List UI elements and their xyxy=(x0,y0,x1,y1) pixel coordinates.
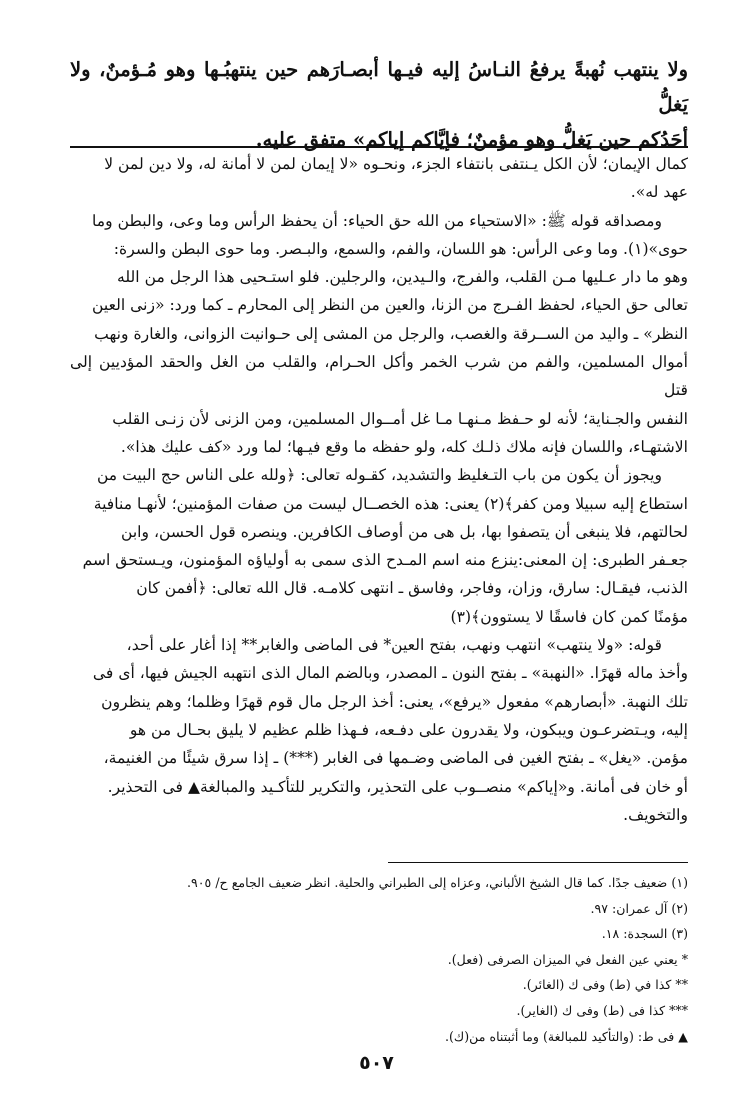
footnote: (٣) السجدة: ١٨. xyxy=(601,926,688,942)
footnote: ** كذا في (ط) وفى ك (الغائر). xyxy=(522,977,688,993)
footnote: * يعني عين الفعل في الميزان الصرفى (فعل). xyxy=(447,951,688,967)
commentary-line: كمال الإيمان؛ لأن الكل يـنتفى بانتفاء الجزء، ونحـوه «لا إيمان لمن لا أمانة له، ولا دين لمن لا xyxy=(104,155,688,173)
commentary-line: مؤمنًا كمن كان فاسقًا لا يستوون﴾(٣) xyxy=(450,607,688,626)
hadith-line: ولا ينتهب نُهبةً يرفعُ النـاسُ إليه فيـها أبصـارَهم حين ينتهبُـها وهو مُـؤمنٌ، ولا يَغلُّ xyxy=(70,58,688,116)
commentary-line: النظر» ـ واليد من الســرقة والغصب، والرجل من المشى إلى حـوانيت الزوانى، والغارة ونهب xyxy=(94,324,688,343)
footnote: ▲ فى ط: (والتأكيد للمبالغة) وما أثبتناه من(ك). xyxy=(444,1028,688,1044)
commentary-line: وهو ما دار عـليها مـن القلب، والفرج، والـيدين، والرجلين. فلو استـحيى هذا الرجل من الله xyxy=(117,268,688,287)
footnote: (٢) آل عمران: ٩٧. xyxy=(590,900,688,916)
commentary-line: أموال المسلمين، والفم من شرب الخمر وأكل الحـرام، والقلب من الغل والحقد المؤديين إلى قتل xyxy=(70,353,688,400)
commentary-line: ومصداقه قوله ﷺ: «الاستحياء من الله حق الحياء: أن يحفظ الرأس وما وعى، والبطن وما xyxy=(92,211,662,230)
commentary-line: إليه، ويـتضرعـون ويبكون، ولا يقدرون على دفـعه، فـهذا ظلم عظيم لا يليق بحـال من هو xyxy=(129,720,688,739)
commentary-line: أو خان فى أمانة. و«إياكم» منصــوب على التحذير، والتكرير للتأكـيد والمبالغة▲ فى التحذير. xyxy=(107,777,688,796)
section-divider xyxy=(70,146,688,148)
commentary-line: عهد له». xyxy=(630,183,688,202)
commentary-line: جعـفر الطبرى: إن المعنى:ينزع منه اسم المـدح الذى سمى به أولياؤه المؤمنون، ويـستحق اسم xyxy=(82,551,688,570)
commentary-line: تلك النهبة. «أبصارهم» مفعول «يرفع»، يعنى: أخذ الرجل مال قوم قهرًا وظلما؛ وهم ينظرون xyxy=(101,692,688,711)
footnotes xyxy=(70,870,688,1049)
hadith-line: أحَدُكم حين يَغلُّ وهو مؤمنٌ؛ فإيَّاكم إياكم» متفق عليه. xyxy=(255,128,688,151)
commentary-line: استطاع إليه سبيلا ومن كفر﴾(٢) يعنى: هذه الخصــال ليست من صفات المؤمنين؛ لأنهـا منافية xyxy=(93,494,688,513)
commentary-line: لحالتهم، فلا ينبغى أن يتصفوا بها، بل هى من أوصاف الكافرين. وينصره قول الحسن، وابن xyxy=(120,522,688,541)
footnote: *** كذا فى (ط) وفى ك (الغاير). xyxy=(516,1002,688,1018)
commentary-line: تعالى حق الحياء، لحفظ الفـرج من الزنا، والعين من النظر إلى المحارم ـ كما ورد: «زنى العين xyxy=(92,296,688,315)
commentary-line: ويجوز أن يكون من باب التـغليظ والتشديد، كقـوله تعالى: ﴿ولله على الناس حج البيت من xyxy=(96,466,662,485)
commentary-line: النفس والجـناية؛ لأنه لو حـفظ مـنهـا مـا غل أمــوال المسلمين، ومن الزنى لأن زنـى القلب xyxy=(112,409,688,428)
commentary-line: الاشتهـاء، واللسان فإنه ملاك ذلـك كله، ولو حفظه ما وقع فيـها؛ لما ورد «كف عليك هذا». xyxy=(120,437,688,456)
commentary-line: الذنب، فيقـال: سارق، وزان، وفاجر، وفاسق ـ انتهى كلامـه. قال الله تعالى: ﴿أفمن كان xyxy=(136,579,688,598)
commentary-line: حوى»(١). وما وعى الرأس: هو اللسان، والفم، والسمع، والبـصر. وما حوى البطن والسرة: xyxy=(113,239,688,258)
commentary-line: وأخذ ماله قهرًا. «النهبة» ـ بفتح النون ـ المصدر، وبالضم المال الذى انتهبه الجيش فيها، أى فى xyxy=(92,664,688,683)
hadith-text xyxy=(70,52,688,157)
commentary-text xyxy=(70,150,688,829)
footnote: (١) ضعيف جدًا. كما قال الشيخ الألباني، وعزاه إلى الطبراني والحلية. انظر ضعيف الجامع ح/ ٩٠٥. xyxy=(187,875,688,890)
footnote-divider xyxy=(388,862,688,863)
commentary-line: قوله: «ولا ينتهب» انتهب ونهب، بفتح العين* فى الماضى والغابر** إذا أغار على أحد، xyxy=(126,636,662,655)
commentary-line: والتخويف. xyxy=(623,805,688,824)
page-number: ٥٠٧ xyxy=(359,1052,394,1074)
commentary-line: مؤمن. «يغل» ـ بفتح الغين فى الماضى وضـمها فى الغابر (***) ـ إذا سرق شيئًا من الغنيمة، xyxy=(103,749,688,768)
